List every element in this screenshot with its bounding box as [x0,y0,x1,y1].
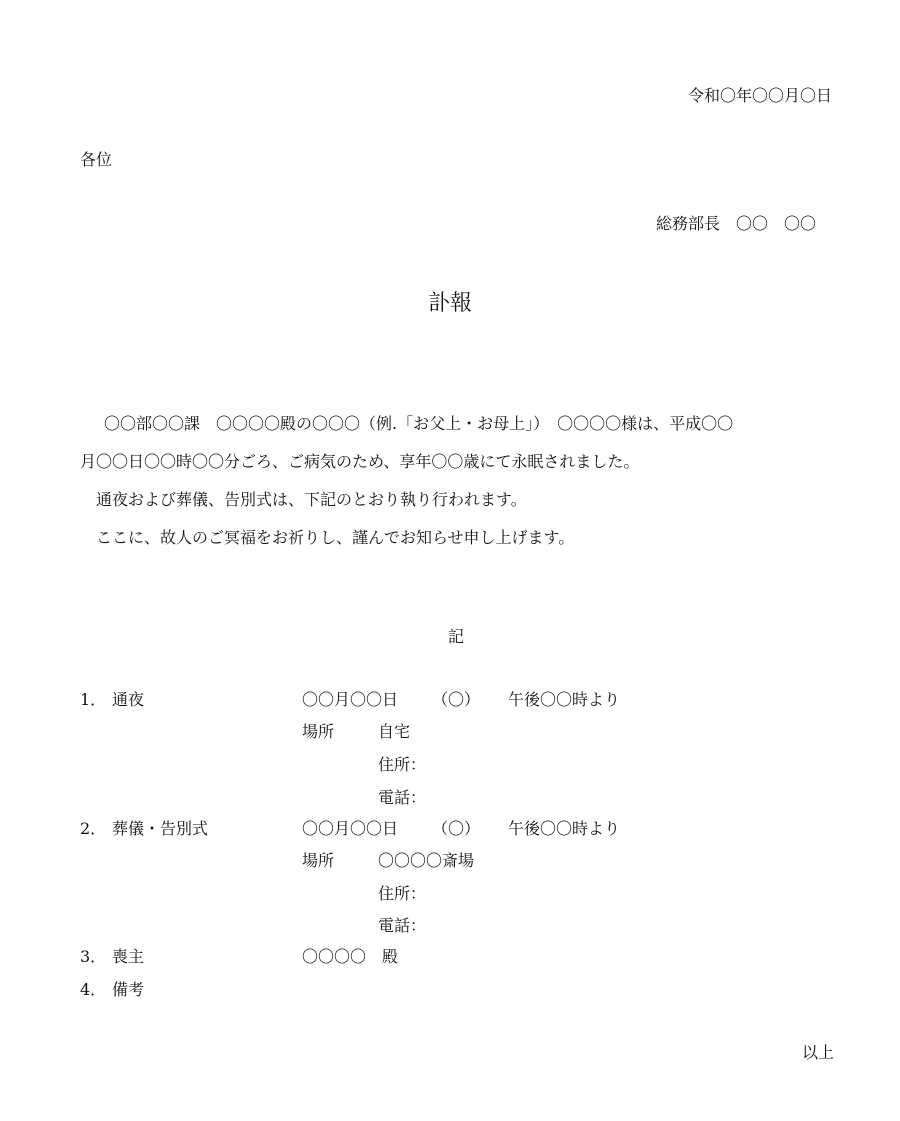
sender: 総務部長 〇〇 〇〇 [655,214,816,233]
address-label: 住所： [378,755,427,774]
body-line: ここに、故人のご冥福をお祈りし、謹んでお知らせ申し上げます。 [96,528,575,547]
body-line: 月〇〇日〇〇時〇〇分ごろ、ご病気のため、享年〇〇歳にて永眠されました。 [80,452,640,471]
item-weekday: （〇） [432,690,481,709]
address-label: 住所： [378,884,427,903]
item-number: 2． [80,819,107,838]
body-text [80,410,840,562]
item-date: 〇〇月〇〇日 [302,690,399,709]
document-title: 訃報 [427,291,472,316]
item-value: 〇〇〇〇 殿 [302,947,399,966]
phone-label: 電話： [378,788,427,807]
item-label: 備考 [112,980,145,999]
closing-text: 以上 [801,1043,834,1062]
place-label: 場所 [302,722,335,741]
place-value: 〇〇〇〇斎場 [378,851,475,870]
item-number: 4． [80,980,107,999]
item-number: 3． [80,947,107,966]
addressee: 各位 [80,150,113,169]
item-time: 午後〇〇時より [508,690,621,709]
item-label: 葬儀・告別式 [112,819,209,838]
item-date: 〇〇月〇〇日 [302,819,399,838]
item-weekday: （〇） [432,819,481,838]
ki-heading: 記 [447,627,464,646]
item-label: 喪主 [112,947,145,966]
place-value: 自宅 [378,722,411,741]
place-label: 場所 [302,851,335,870]
item-time: 午後〇〇時より [508,819,621,838]
document-date: 令和〇年〇〇月〇日 [687,86,832,105]
phone-label: 電話： [378,916,427,935]
body-line: 通夜および葬儀、告別式は、下記のとおり執り行われます。 [96,490,527,509]
item-label: 通夜 [112,690,145,709]
item-number: 1． [80,690,107,709]
body-line: 〇〇部〇〇課 〇〇〇〇殿の〇〇〇（例.「お父上・お母上」） 〇〇〇〇様は、平成〇〇 [104,414,734,433]
